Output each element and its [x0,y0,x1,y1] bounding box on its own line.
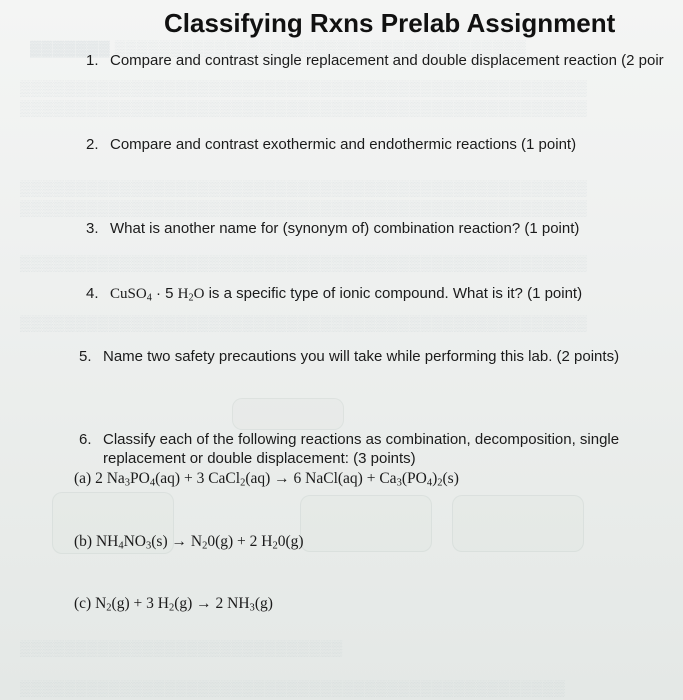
question-1 [86,52,664,69]
formula-cuso4: CuSO$_4$ [110,286,152,304]
reaction-b: (b) $NH_4NO_3(s) \to N_20(g) + 2$ $H_20(g)$ [74,533,304,552]
question-6 [79,431,619,448]
reaction-a: (a) 2 $Na_3PO_4(aq) + 3$ CaCl$_2$(aq) → 6 NaCl(aq) + $Ca_3(PO_4)_2(s)$ [74,470,459,489]
question-4 [86,285,582,303]
bleed-through-box [300,495,432,552]
question-text: Name two safety precautions you will take while performing this lab. (2 points) [103,348,620,365]
question-number: 3. [86,220,99,237]
bleed-through-text: ▒▒▒▒▒▒▒▒▒▒▒▒▒▒▒▒▒▒▒▒▒▒▒▒▒▒▒▒▒ [20,640,343,657]
question-3 [86,220,579,237]
reaction-c: (c) $N_2(g) + 3$ $H_2(g) \to 2$ $NH_3(g)$ [74,595,273,614]
question-number: 6. [79,431,92,448]
question-text: What is another name for (synonym of) combination reaction? (1 point) [110,220,580,237]
question-number: 2. [86,136,99,153]
bleed-through-text: ▒▒▒▒▒▒▒▒▒▒▒▒▒▒▒▒▒▒▒▒▒▒▒▒▒▒▒▒▒▒▒▒▒▒▒▒▒▒▒▒▒▒▒▒▒▒▒▒▒▒▒ [20,200,588,217]
question-text: Compare and contrast exothermic and endothermic reactions (1 point) [110,136,577,153]
question-text-line-2: replacement or double displacement: (3 points) [103,450,416,467]
page-title: Classifying Rxns Prelab Assignment [164,8,616,38]
hydrate-coefficient: 5 [165,285,178,302]
question-2 [86,136,576,153]
question-number: 4. [86,285,99,302]
bleed-through-text: ▒▒▒▒▒▒▒▒▒▒▒▒▒▒▒▒▒▒▒▒▒▒▒▒▒▒▒▒▒▒▒▒▒▒▒▒▒▒▒▒▒▒▒▒▒▒▒▒▒▒▒ [20,255,588,272]
bleed-through-text: ▓▓▓▓▓▓▓ ▒▒▒▒▒▒▒▒▒▒▒▒▒▒▒▒▒▒▒▒▒▒▒▒▒▒▒▒▒▒▒▒▒▒▒▒▒ [30,40,527,57]
question-number: 1. [86,52,99,69]
hydrate-dot: · [151,285,166,302]
bleed-through-text: ▒▒▒▒▒▒▒▒▒▒▒▒▒▒▒▒▒▒▒▒▒▒▒▒▒▒▒▒▒▒▒▒▒▒▒▒▒▒▒▒▒▒▒▒▒▒▒▒▒▒▒ [20,315,588,332]
question-5 [79,348,619,365]
question-text-line-1: Classify each of the following reactions as combination, decomposition, single [103,431,620,448]
bleed-through-text: ▒▒▒▒▒▒▒▒▒▒▒▒▒▒▒▒▒▒▒▒▒▒▒▒▒▒▒▒▒▒▒▒▒▒▒▒▒▒▒▒▒▒▒▒▒▒▒▒▒▒▒ [20,100,588,117]
bleed-through-box [452,495,584,552]
question-text: is a specific type of ionic compound. What is it? (1 point) [204,285,583,302]
question-text: Compare and contrast single replacement and double displacement reaction (2 poir [110,52,664,69]
formula-water: $H_2O$ [177,286,205,304]
question-number: 5. [79,348,92,365]
bleed-through-text: ▒▒▒▒▒▒▒▒▒▒▒▒▒▒▒▒▒▒▒▒▒▒▒▒▒▒▒▒▒▒▒▒▒▒▒▒▒▒▒▒▒▒▒▒▒▒▒▒▒ [20,680,566,697]
bleed-through-text: ▒▒▒▒▒▒▒▒▒▒▒▒▒▒▒▒▒▒▒▒▒▒▒▒▒▒▒▒▒▒▒▒▒▒▒▒▒▒▒▒▒▒▒▒▒▒▒▒▒▒▒ [20,180,588,197]
question-6-line-2 [103,450,416,467]
bleed-through-text: ▒▒▒▒▒▒▒▒▒▒▒▒▒▒▒▒▒▒▒▒▒▒▒▒▒▒▒▒▒▒▒▒▒▒▒▒▒▒▒▒▒▒▒▒▒▒▒▒▒▒▒ [20,80,588,97]
bleed-through-box [232,398,344,430]
